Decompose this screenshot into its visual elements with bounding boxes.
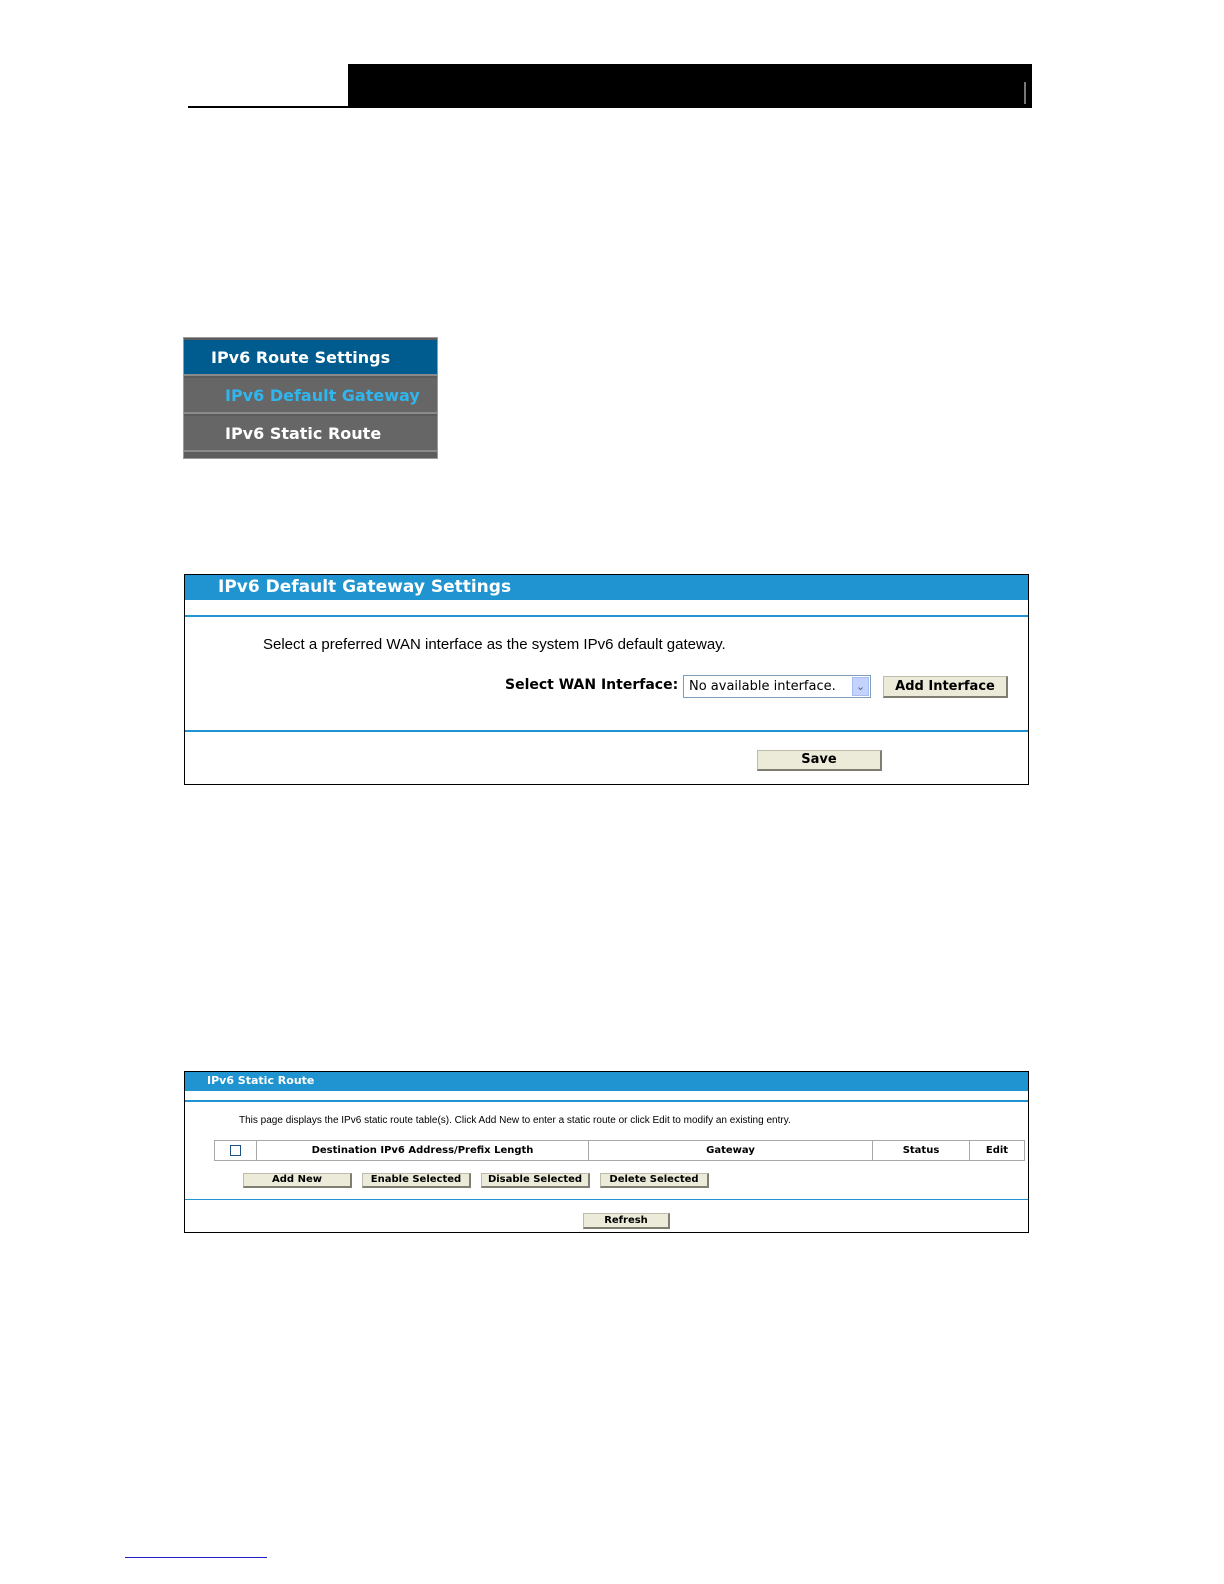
route-settings-menu [183,337,438,459]
column-header: Gateway [589,1141,873,1161]
column-header: Destination IPv6 Address/Prefix Length [257,1141,589,1161]
panel-title: IPv6 Default Gateway Settings [185,575,1028,600]
wan-interface-value: No available interface. [689,679,836,694]
default-gateway-panel [184,574,1029,785]
static-route-table [214,1140,1025,1161]
panel-title: IPv6 Static Route [185,1072,1028,1091]
chevron-down-icon[interactable]: ⌄ [852,677,869,696]
header-underline [188,106,350,108]
column-header: Edit [970,1141,1025,1161]
divider [185,730,1028,732]
header-bar [348,64,1032,108]
panel-description: Select a preferred WAN interface as the system IPv6 default gateway. [263,636,726,653]
add-interface-button[interactable]: Add Interface [883,676,1008,698]
divider [185,1199,1028,1200]
menu-item-ipv6-static-route[interactable]: IPv6 Static Route [184,416,437,452]
footer-link-underline [125,1557,267,1558]
divider [185,1100,1028,1102]
enable-selected-button[interactable]: Enable Selected [362,1173,471,1188]
delete-selected-button[interactable]: Delete Selected [600,1173,709,1188]
column-header: Status [873,1141,970,1161]
divider [185,615,1028,617]
disable-selected-button[interactable]: Disable Selected [481,1173,590,1188]
select-all-checkbox[interactable] [230,1145,241,1156]
static-route-panel [184,1071,1029,1233]
select-all-cell [215,1141,257,1161]
header-tick [1024,82,1026,104]
refresh-button[interactable]: Refresh [583,1213,670,1229]
wan-interface-select[interactable] [683,675,871,698]
menu-item-ipv6-route-settings[interactable]: IPv6 Route Settings [184,340,437,376]
table-header-row [215,1141,1025,1161]
save-button[interactable]: Save [757,750,882,771]
wan-interface-label: Select WAN Interface: [505,677,679,693]
add-new-button[interactable]: Add New [243,1173,352,1188]
panel-description: This page displays the IPv6 static route table(s). Click Add New to enter a static route or click Edit to modify an existing entry. [239,1115,791,1126]
menu-item-ipv6-default-gateway[interactable]: IPv6 Default Gateway [184,378,437,414]
